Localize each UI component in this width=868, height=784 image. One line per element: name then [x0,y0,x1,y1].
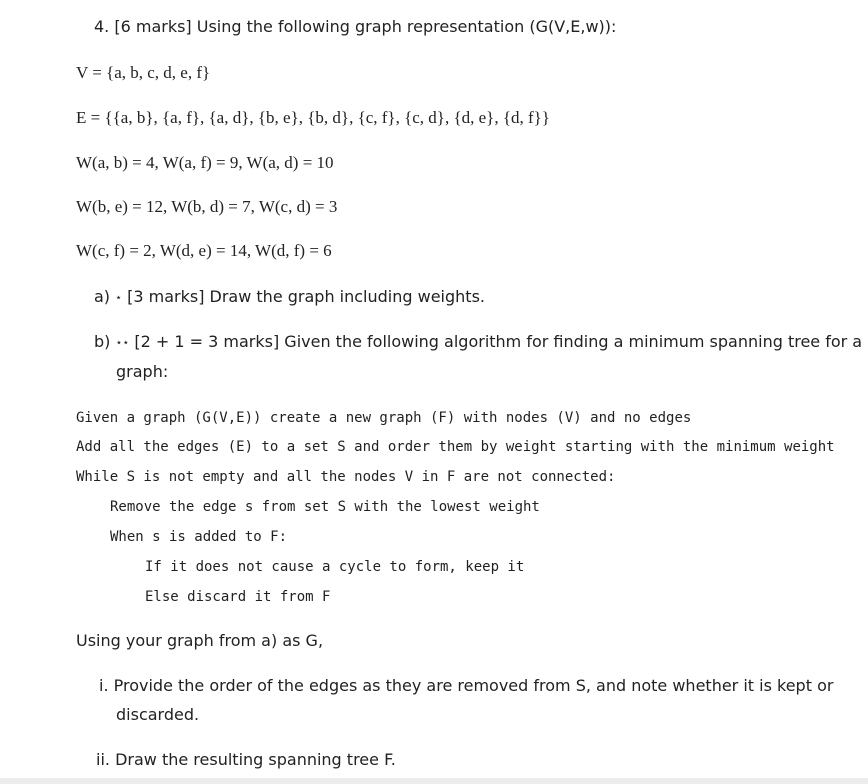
algorithm-line-3: While S is not empty and all the nodes V in F are not connected: [76,469,616,485]
weights-line-2: W(b, e) = 12, W(b, d) = 7, W(c, d) = 3 [76,197,338,216]
weights-line-3: W(c, f) = 2, W(d, e) = 14, W(d, f) = 6 [76,241,332,260]
part-b-text: [2 + 1 = 3 marks] Given the following algorithm for finding a minimum spanning tree for a [134,332,863,351]
item-ii-label: ii. [96,750,110,769]
item-ii [96,749,396,771]
double-star-icon: ⋆⋆ [115,336,130,349]
part-a-label: a) [94,287,111,306]
algorithm-line-1: Given a graph (G(V,E)) create a new graph (F) with nodes (V) and no edges [76,410,692,426]
part-a [94,286,485,310]
vertex-set: V = {a, b, c, d, e, f} [76,63,211,82]
part-a-text: [3 marks] Draw the graph including weights. [127,287,485,306]
weights-line-1: W(a, b) = 4, W(a, f) = 9, W(a, d) = 10 [76,153,334,172]
item-i-text: Provide the order of the edges as they are removed from S, and note whether it is kept or [113,676,834,695]
star-icon: ⋆ [115,291,123,304]
question-heading: 4. [6 marks] Using the following graph representation (G(V,E,w)): [94,17,617,36]
part-b-text-cont: graph: [116,362,169,381]
part-b [94,331,862,355]
algorithm-line-7: Else discard it from F [145,589,331,605]
part-b-label: b) [94,332,111,351]
item-i-text-cont: discarded. [116,705,200,724]
algorithm-line-5: When s is added to F: [110,529,288,545]
followup-intro: Using your graph from a) as G, [76,631,324,650]
item-i [99,675,833,697]
bottom-divider [0,778,868,784]
item-ii-text: Draw the resulting spanning tree F. [115,750,396,769]
algorithm-line-2: Add all the edges (E) to a set S and order them by weight starting with the minimum weight [76,439,835,455]
algorithm-line-6: If it does not cause a cycle to form, keep it [145,559,525,575]
edge-set: E = {{a, b}, {a, f}, {a, d}, {b, e}, {b, d}, {c, f}, {c, d}, {d, e}, {d, f}} [76,108,550,127]
algorithm-line-4: Remove the edge s from set S with the lowest weight [110,499,540,515]
item-i-label: i. [99,676,109,695]
